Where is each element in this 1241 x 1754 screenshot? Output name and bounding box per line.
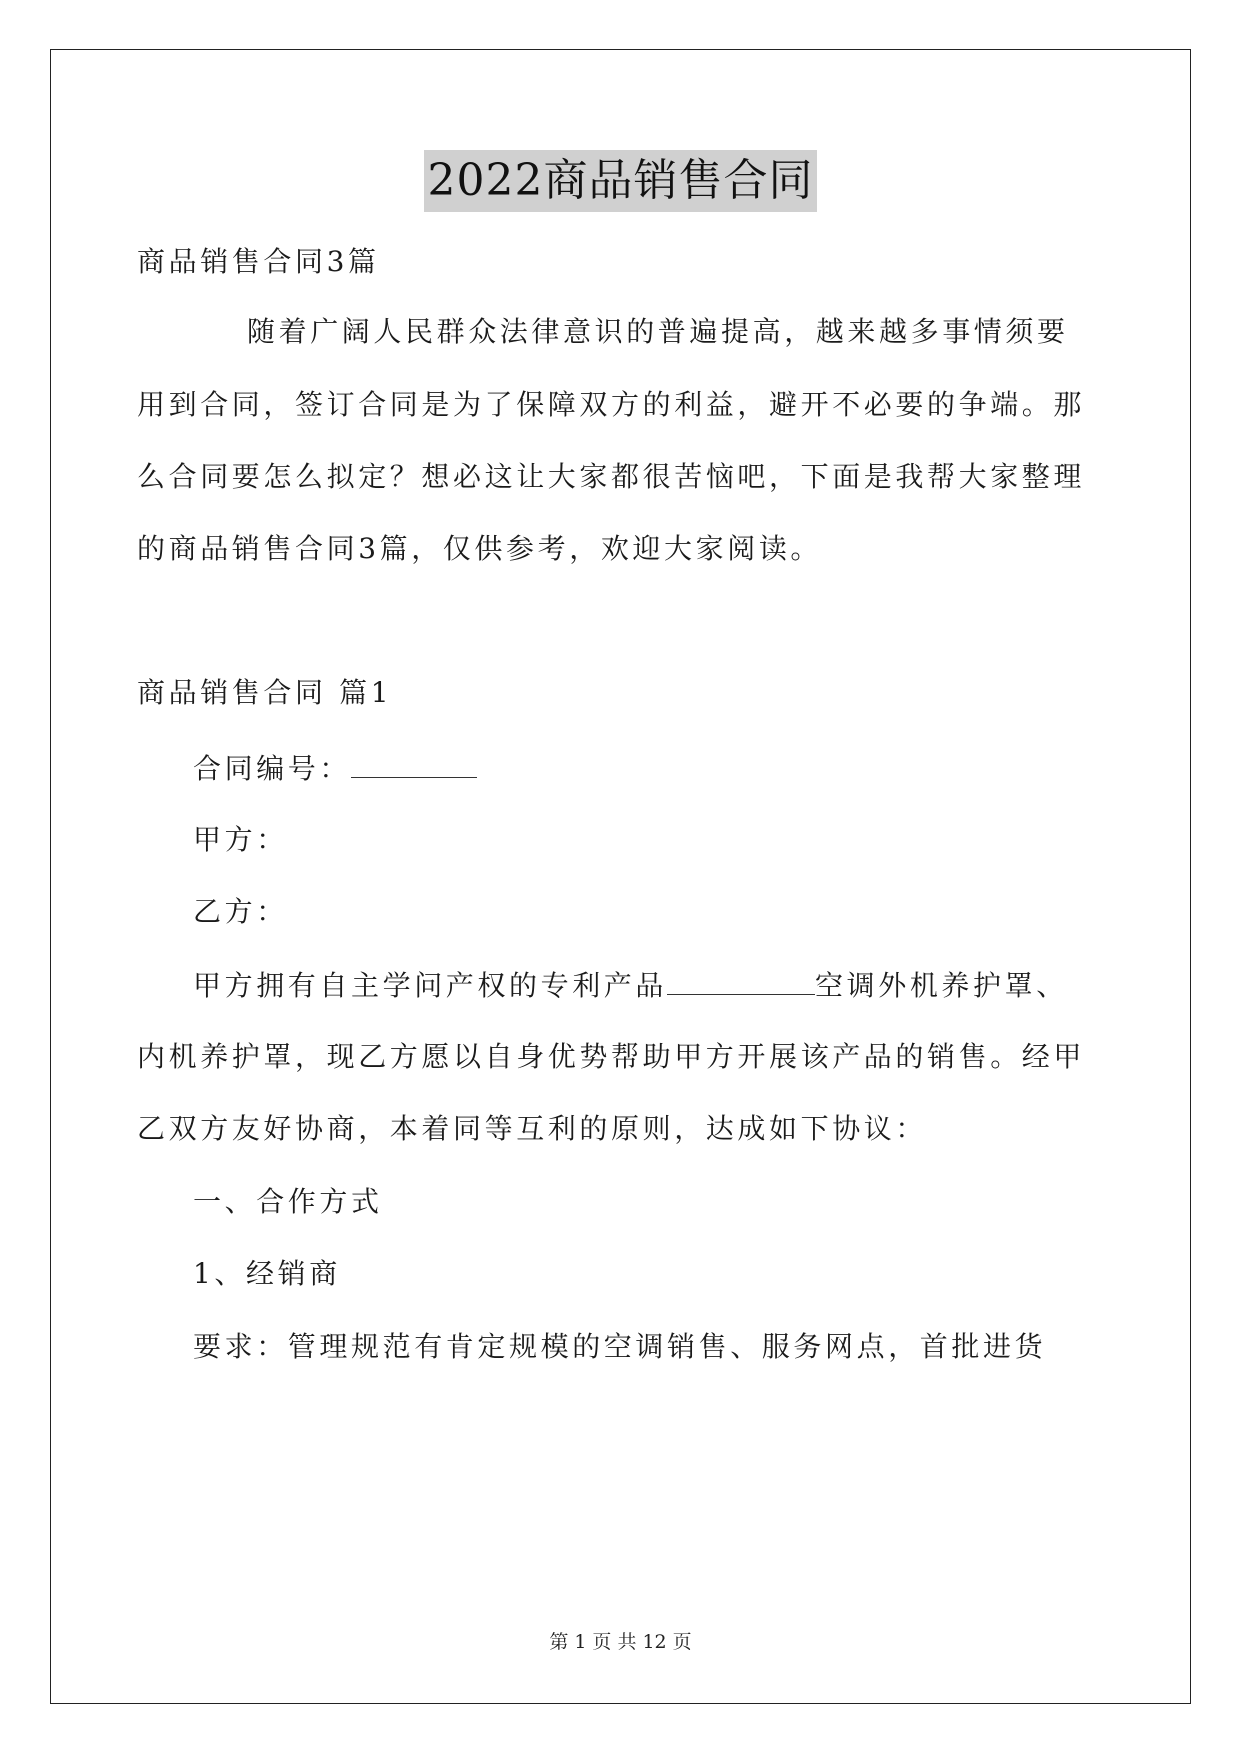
paragraph-1-start: 甲方拥有自主学问产权的专利产品 [193, 969, 668, 1002]
section-heading: 商品销售合同 篇1 [137, 676, 393, 709]
intro-line-3: 么合同要怎么拟定？想必这让大家都很苦恼吧，下面是我帮大家整理 [137, 460, 1086, 493]
clause-1-heading: 一、合作方式 [193, 1185, 383, 1218]
party-a-label: 甲方： [193, 823, 288, 856]
document-title: 2022商品销售合同 [424, 150, 818, 212]
page-suffix: 页 [672, 1631, 692, 1653]
page-total: 12 [642, 1631, 667, 1653]
party-b-label: 乙方： [193, 895, 288, 928]
clause-1-1-heading: 1、经销商 [193, 1257, 341, 1290]
title-container [0, 150, 1241, 212]
contract-number-blank [351, 747, 477, 778]
intro-line-4: 的商品销售合同3篇，仅供参考，欢迎大家阅读。 [137, 532, 823, 565]
requirement-line: 要求：管理规范有肯定规模的空调销售、服务网点，首批进货 [193, 1330, 1047, 1363]
contract-number-label: 合同编号： [193, 752, 352, 785]
paragraph-1-line-3: 乙双方友好协商，本着同等互利的原则，达成如下协议： [137, 1112, 928, 1145]
intro-line-2: 用到合同，签订合同是为了保障双方的利益，避开不必要的争端。那 [137, 388, 1086, 421]
product-name-blank [667, 964, 815, 995]
page-prefix: 第 [549, 1631, 569, 1653]
document-subtitle: 商品销售合同3篇 [137, 245, 380, 278]
page-current: 1 [574, 1631, 587, 1653]
paragraph-1-line-2: 内机养护罩，现乙方愿以自身优势帮助甲方开展该产品的销售。经甲 [137, 1040, 1086, 1073]
page-mid: 页 共 [592, 1631, 637, 1653]
page-border [50, 49, 1191, 1704]
paragraph-1-line-1 [193, 964, 1068, 1006]
contract-number-row [193, 747, 477, 789]
paragraph-1-end: 空调外机养护罩、 [815, 969, 1068, 1002]
intro-line-1: 随着广阔人民群众法律意识的普遍提高，越来越多事情须要 [247, 315, 1069, 348]
page-footer [0, 1630, 1241, 1654]
